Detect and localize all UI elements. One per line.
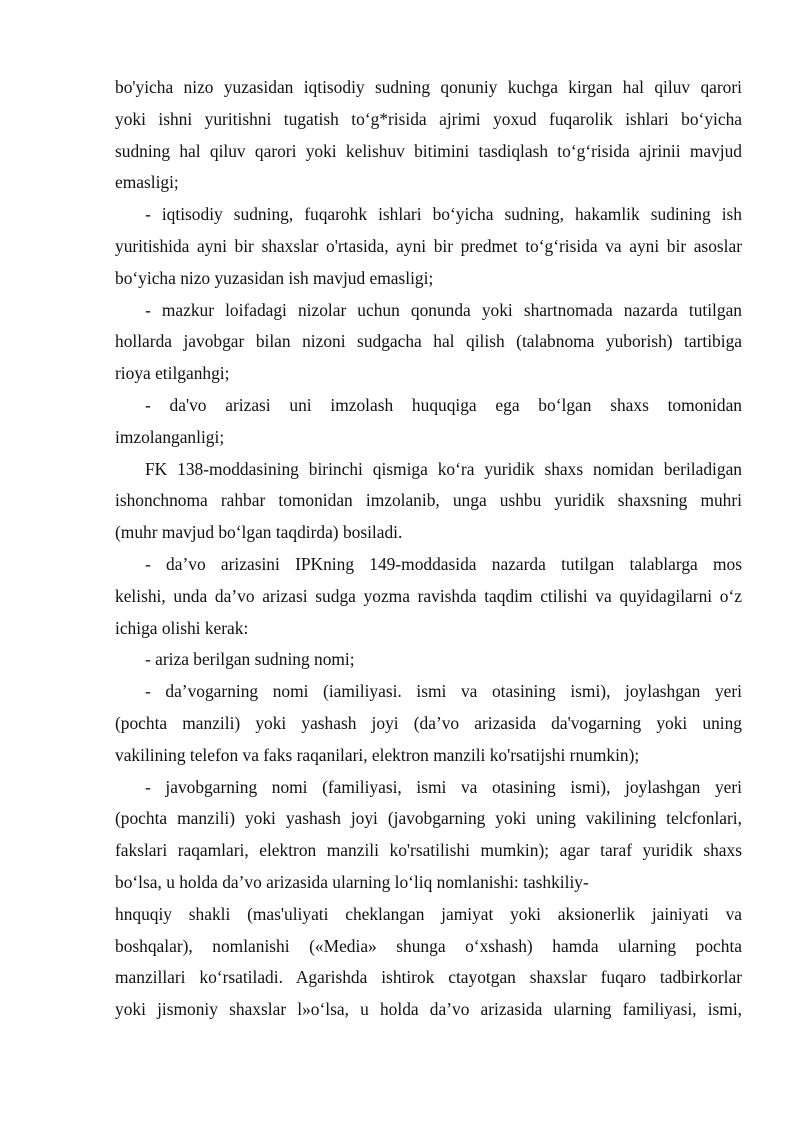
text-line: bo'yicha nizo yuzasidan iqtisodiy sudning qonuniy kuchga kirgan hal qiluv qarori — [115, 77, 742, 97]
text-line: boshqalar), nomlanishi («Media» shunga o‘xshash) hamda ularning pochta — [115, 935, 742, 956]
text-line: (pochta manzili) yoki yashash joyi (da’vo arizasida da'vogarning yoki uning — [115, 712, 742, 733]
list-item-line: - mazkur loifadagi nizolar uchun qonunda yoki shartnomada nazarda tutilgan — [145, 299, 742, 320]
list-item-line: - iqtisodiy sudning, fuqarohk ishlari bo‘yicha sudning, hakamlik sudining ish — [145, 204, 742, 225]
text-line: hollarda javobgar bilan nizoni sudgacha hal qilish (talabnoma yuborish) tartibiga — [115, 331, 742, 352]
text-line: (pochta manzili) yoki yashash joyi (javobgarning yoki uning vakilining telcfonlari, — [115, 808, 742, 829]
text-line: bo‘lsa, u holda da’vo arizasida ularning lo‘liq nomlanishi: tashkiliy- — [115, 871, 589, 892]
document-page — [115, 72, 742, 1026]
text-line: yoki jismoniy shaxslar l»o‘lsa, u holda da’vo arizasida ularning familiyasi, ismi, — [115, 999, 742, 1020]
text-line: vakilining telefon va faks raqanilari, elektron manzili ko'rsatijshi rnumkin); — [115, 744, 640, 765]
list-item-line: - javobgarning nomi (familiyasi, ismi va otasining ismi), joylashgan yeri — [145, 776, 742, 797]
list-item-line: - da’vogarning nomi (iamiliyasi. ismi va otasining ismi), joylashgan yeri — [145, 681, 742, 702]
text-line: imzolanganligi; — [115, 426, 225, 447]
list-item-line: - da’vo arizasini IPKning 149-moddasida nazarda tutilgan talablarga mos — [145, 553, 742, 574]
text-line: yoki ishni yuritishni tugatish to‘g*risida ajrimi yoxud fuqarolik ishlari bo‘yicha — [115, 108, 742, 129]
text-line: fakslari raqamlari, elektron manzili ko'rsatilishi mumkin); agar taraf yuridik shaxs — [115, 840, 742, 861]
list-item-line: - ariza berilgan sudning nomi; — [145, 649, 355, 670]
text-line: ishonchnoma rahbar tomonidan imzolanib, unga ushbu yuridik shaxsning muhri — [115, 490, 742, 511]
text-line: (muhr mavjud bo‘lgan taqdirda) bosiladi. — [115, 522, 403, 543]
text-line: yuritishida ayni bir shaxslar o'rtasida, ayni bir predmet to‘g‘risida va ayni bir asoslar — [115, 235, 742, 256]
text-line: kelishi, unda da’vo arizasi sudga yozma ravishda taqdim ctilishi va quyidagilarni o‘z — [115, 585, 742, 606]
text-line: sudning hal qiluv qarori yoki kelishuv bitimini tasdiqlash to‘g‘risida ajrinii mavjud — [115, 140, 742, 161]
text-line: bo‘yicha nizo yuzasidan ish mavjud emasligi; — [115, 267, 434, 288]
list-item-line: - da'vo arizasi uni imzolash huquqiga ega bo‘lgan shaxs tomonidan — [145, 394, 742, 415]
text-line: ichiga olishi kerak: — [115, 617, 249, 638]
text-line: hnquqiy shakli (mas'uliyati cheklangan jamiyat yoki aksionerlik jainiyati va — [115, 903, 742, 924]
text-line: manzillari ko‘rsatiladi. Agarishda ishtirok ctayotgan shaxslar fuqaro tadbirkorlar — [115, 967, 742, 988]
text-line: emasligi; — [115, 172, 179, 193]
paragraph-start-line: FK 138-moddasining birinchi qismiga ko‘ra yuridik shaxs nomidan beriladigan — [145, 458, 742, 479]
text-line: rioya etilganhgi; — [115, 363, 230, 384]
